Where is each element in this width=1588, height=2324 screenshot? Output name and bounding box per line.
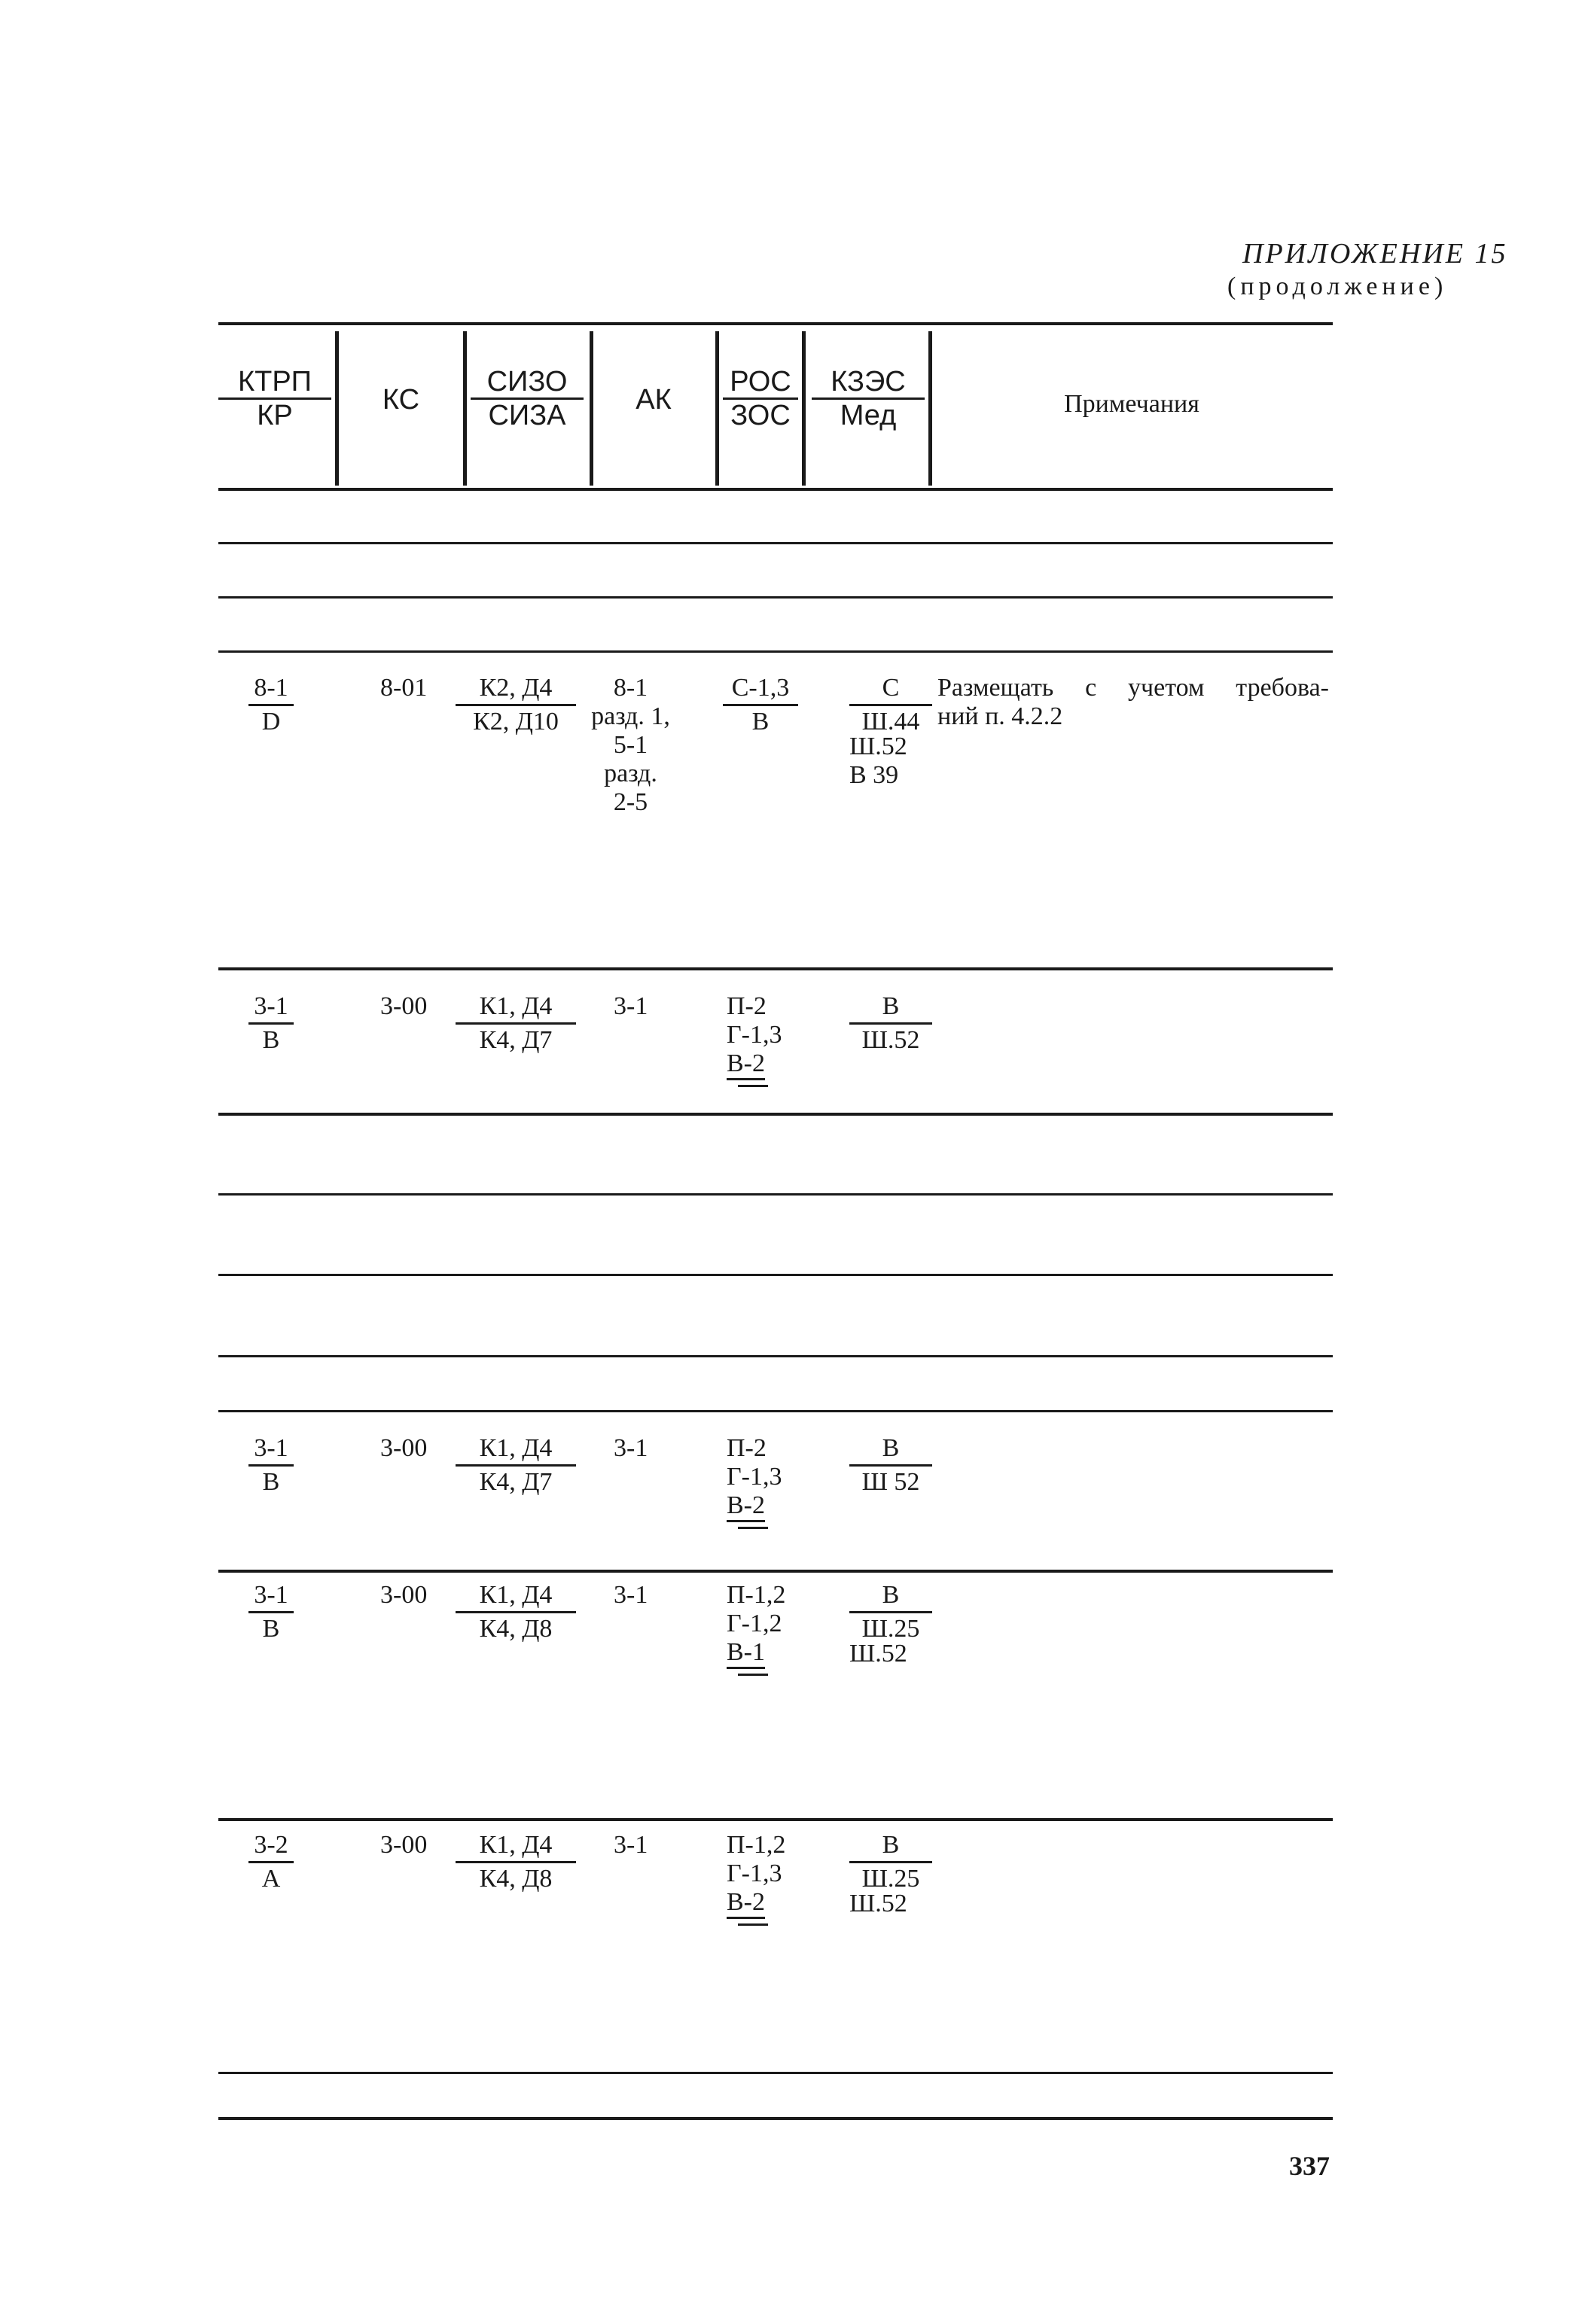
header-sizo-siza (471, 367, 584, 430)
row4-med: Ш.25 (861, 1615, 920, 1643)
row2-ktrp: 3-1 (248, 992, 294, 1025)
row2-ros-line: Г-1,3 (727, 1021, 782, 1049)
header-bottom-rule (218, 488, 1333, 491)
row1-zos: В (751, 708, 770, 736)
row2-zos-dash (738, 1085, 768, 1087)
page-number: 337 (1289, 2151, 1330, 2181)
row4-sizo-siza (456, 1581, 576, 1643)
header-siza: СИЗА (488, 400, 566, 431)
row4-med-line: Ш.52 (849, 1640, 907, 1668)
row3-ros-line: В-2 (727, 1491, 765, 1522)
header-zos: ЗОС (730, 400, 791, 431)
row3-kr: В (262, 1468, 280, 1496)
row5-ros (727, 1831, 802, 1926)
row5-sizo-siza (456, 1831, 576, 1893)
header-ktrp: КТРП (218, 367, 331, 400)
row2-kr: В (262, 1026, 280, 1054)
row3-sizo: К1, Д4 (456, 1434, 576, 1467)
row3-ktrp: 3-1 (248, 1434, 294, 1467)
row2-sizo: К1, Д4 (456, 992, 576, 1025)
row2-ktrp-kr (248, 992, 294, 1055)
row1-ak (584, 674, 678, 817)
row5-ks: 3-00 (380, 1831, 428, 1859)
row2-ak: 3-1 (614, 992, 648, 1020)
header-top-rule (218, 322, 1333, 325)
header-ak: АК (636, 384, 672, 416)
row1-ktrp-kr (248, 674, 294, 736)
row-rule (218, 1193, 1333, 1196)
row5-kzes-med (849, 1831, 932, 1893)
row-rule (218, 967, 1333, 970)
row5-med: Ш.25 (861, 1865, 920, 1893)
appendix-subtitle: (продолжение) (1227, 273, 1448, 300)
header-ros-zos (723, 367, 798, 430)
row4-kzes: В (849, 1581, 932, 1613)
row1-kr: D (261, 708, 281, 736)
row1-ak-line: 2-5 (613, 788, 648, 816)
header-med: Мед (840, 400, 897, 431)
row3-kzes-med (849, 1434, 932, 1497)
row5-ktrp: 3-2 (248, 1831, 294, 1863)
col-sep-2 (463, 331, 467, 486)
row5-med-line: Ш.52 (849, 1890, 907, 1917)
header-kr: КР (257, 400, 293, 431)
col-sep-1 (335, 331, 339, 486)
header-ks: КС (382, 384, 420, 416)
header-ros: РОС (723, 367, 798, 400)
col-sep-3 (590, 331, 593, 486)
row-rule (218, 2072, 1333, 2074)
row1-med: Ш.44 (861, 708, 920, 736)
row3-siza: К4, Д7 (479, 1468, 553, 1496)
row5-siza: К4, Д8 (479, 1865, 553, 1893)
row4-ktrp-kr (248, 1581, 294, 1643)
row5-ros-line: П-1,2 (727, 1831, 786, 1859)
row1-note-line2: ний п. 4.2.2 (937, 702, 1063, 730)
row3-sizo-siza (456, 1434, 576, 1497)
row1-ks: 8-01 (380, 674, 428, 702)
row1-ros-zos (723, 674, 798, 736)
row2-kzes: В (849, 992, 932, 1025)
row-rule (218, 1818, 1333, 1821)
row5-ros-line: В-2 (727, 1888, 765, 1919)
row1-ktrp: 8-1 (248, 674, 294, 706)
row1-med-line: В 39 (849, 761, 899, 789)
row4-ros-line: Г-1,2 (727, 1610, 782, 1637)
row3-ks: 3-00 (380, 1434, 428, 1462)
row1-ak-line: разд. 1, (591, 702, 670, 730)
row2-ros-line: В-2 (727, 1049, 765, 1080)
row-rule (218, 1274, 1333, 1276)
row4-ak: 3-1 (614, 1581, 648, 1609)
row5-ak: 3-1 (614, 1831, 648, 1859)
row3-ros-line: Г-1,3 (727, 1463, 782, 1491)
appendix-title: ПРИЛОЖЕНИЕ 15 (1242, 238, 1508, 270)
row4-ktrp: 3-1 (248, 1581, 294, 1613)
row1-kzes-med (849, 674, 932, 736)
header-kzes: КЗЭС (812, 367, 925, 400)
row2-ros (727, 992, 802, 1087)
row5-ros-line: Г-1,3 (727, 1860, 782, 1887)
row1-ak-line: разд. (604, 760, 657, 787)
header-kzes-med (812, 367, 925, 430)
row5-ktrp-kr (248, 1831, 294, 1893)
header-sizo: СИЗО (471, 367, 584, 400)
row-rule (218, 1355, 1333, 1357)
row4-kr: В (262, 1615, 280, 1643)
row1-ak-line: 8-1 (613, 674, 648, 702)
row-rule (218, 650, 1333, 653)
row1-ak-line: 5-1 (613, 731, 648, 759)
row4-zos-dash (738, 1674, 768, 1676)
row2-ks: 3-00 (380, 992, 428, 1020)
col-sep-6 (928, 331, 932, 486)
row2-sizo-siza (456, 992, 576, 1055)
row-rule (218, 1570, 1333, 1573)
row1-note-line1: Размещать с учетом требова- (937, 674, 1329, 702)
table-bottom-rule (218, 2117, 1333, 2120)
row2-med: Ш.52 (861, 1026, 920, 1054)
row4-ros (727, 1581, 802, 1676)
row4-kzes-med (849, 1581, 932, 1643)
row-rule (218, 542, 1333, 544)
row1-siza: К2, Д10 (473, 708, 559, 736)
row4-ros-line: П-1,2 (727, 1581, 786, 1609)
row4-sizo: К1, Д4 (456, 1581, 576, 1613)
row1-ros: С-1,3 (723, 674, 798, 706)
row3-ak: 3-1 (614, 1434, 648, 1462)
row3-ros-line: П-2 (727, 1434, 767, 1462)
header-ktrp-kr (218, 367, 331, 430)
row5-kzes: В (849, 1831, 932, 1863)
row3-kzes: В (849, 1434, 932, 1467)
row1-kzes: С (849, 674, 932, 706)
header-notes: Примечания (1064, 390, 1199, 418)
row-rule (218, 596, 1333, 599)
row2-siza: К4, Д7 (479, 1026, 553, 1054)
row3-zos-dash (738, 1527, 768, 1529)
col-sep-4 (715, 331, 719, 486)
row1-sizo: К2, Д4 (456, 674, 576, 706)
row5-sizo: К1, Д4 (456, 1831, 576, 1863)
col-sep-5 (802, 331, 806, 486)
row5-kr: А (261, 1865, 281, 1893)
row4-ks: 3-00 (380, 1581, 428, 1609)
row1-sizo-siza (456, 674, 576, 736)
row4-ros-line: В-1 (727, 1638, 765, 1669)
row-rule (218, 1113, 1333, 1116)
row5-zos-dash (738, 1923, 768, 1926)
row2-kzes-med (849, 992, 932, 1055)
row3-med: Ш 52 (861, 1468, 920, 1496)
row3-ros (727, 1434, 802, 1529)
row1-med-line: Ш.52 (849, 733, 907, 760)
row3-ktrp-kr (248, 1434, 294, 1497)
row4-siza: К4, Д8 (479, 1615, 553, 1643)
row-rule (218, 1410, 1333, 1412)
row2-ros-line: П-2 (727, 992, 767, 1020)
